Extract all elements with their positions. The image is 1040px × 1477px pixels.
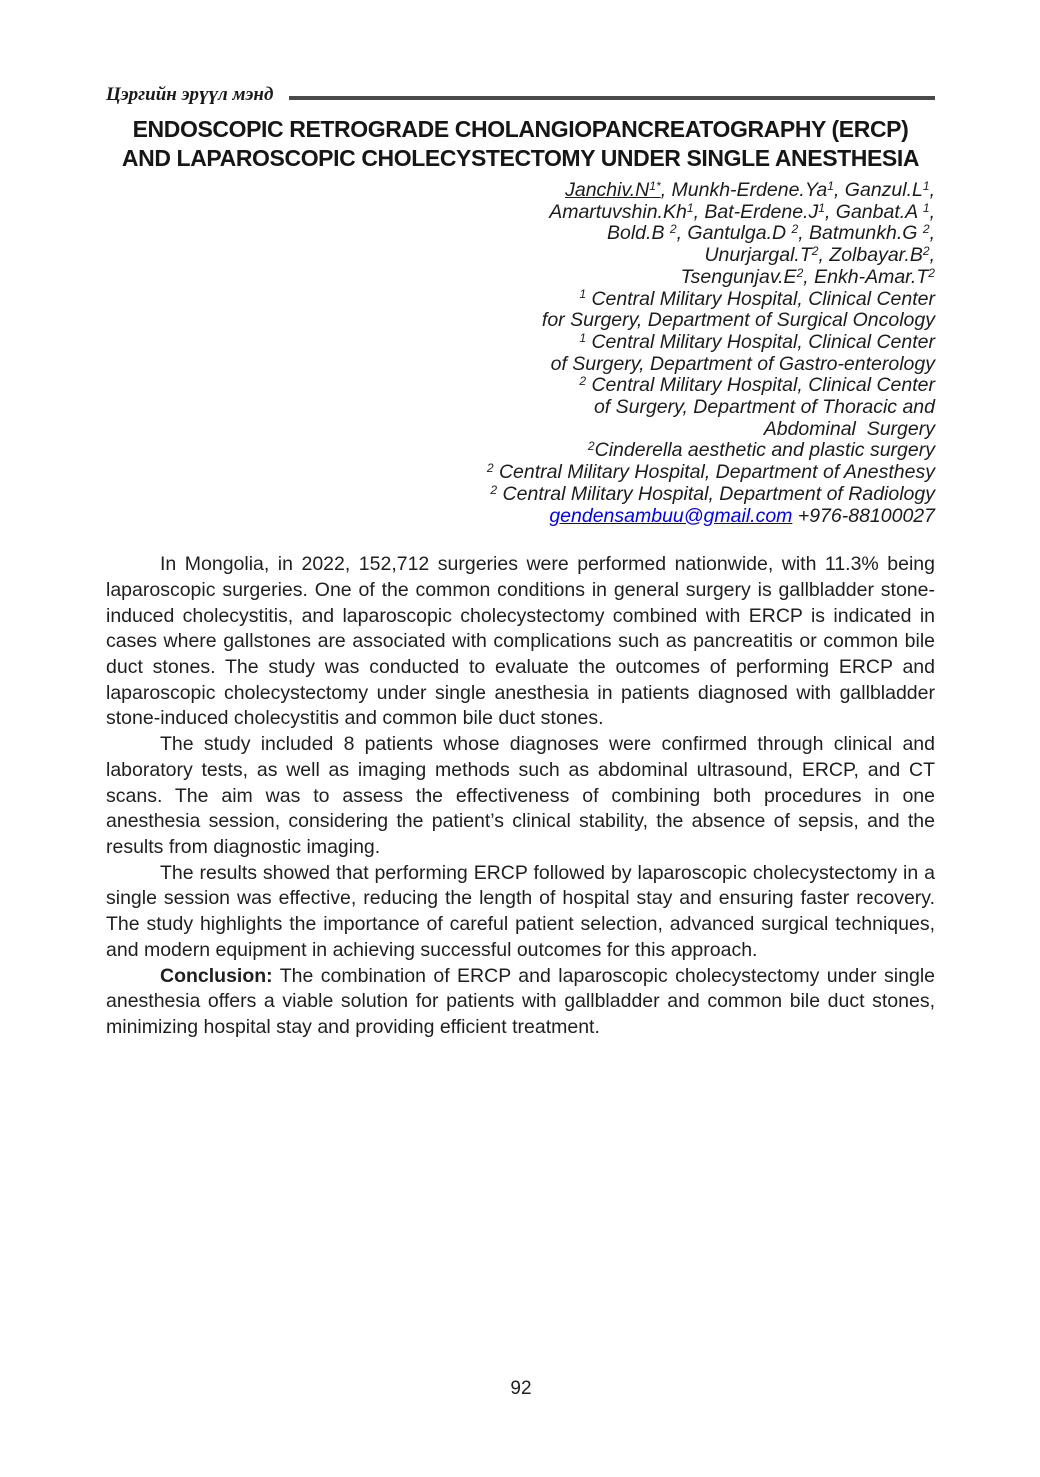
text-segment: 2 — [486, 461, 494, 476]
text-segment: 1 — [579, 287, 587, 302]
article-title-line2: AND LAPAROSCOPIC CHOLECYSTECTOMY UNDER SINGLE ANESTHESIA — [121, 144, 920, 171]
text-segment: The results showed that performing ERCP followed by laparoscopic cholecystectomy in a single session was effective, reducing the length of hospital stay and ensuring faster recovery. The study highlights the importance of careful patient selection, advanced surgical techniques, and modern equipment in achieving successful outcomes for this approach. — [106, 861, 935, 961]
article-title-line1: ENDOSCOPIC RETROGRADE CHOLANGIOPANCREATOGRAPHY (ERCP) — [132, 116, 909, 142]
affiliation-line — [106, 397, 935, 419]
text-segment: 2 — [796, 265, 804, 280]
text-segment: Amartuvshin.Kh — [549, 200, 687, 223]
affiliation-list — [106, 289, 935, 506]
text-segment: , Bat-Erdene.J — [693, 200, 819, 223]
text-segment: 2 — [811, 244, 819, 259]
text-segment: Central Military Hospital, Clinical Center — [586, 287, 935, 310]
text-segment: The study included 8 patients whose diagnoses were confirmed through clinical and laboratory tests, as well as imaging methods such as abdominal ultrasound, ERCP, and CT scans. The aim was to assess the effectiveness of combining both procedures in one anesthesia session, considering the patient’s clinical stability, the absence of sepsis, and the results from diagnostic imaging. — [106, 733, 935, 858]
abstract-paragraph — [106, 552, 935, 732]
text-segment: , Batmunkh.G — [798, 222, 923, 245]
affiliation-line — [106, 419, 935, 441]
text-segment: 1 — [922, 200, 930, 215]
text-segment: 2 — [791, 222, 799, 237]
text-segment: , — [929, 222, 935, 245]
text-segment: , Enkh-Amar.T — [803, 265, 929, 288]
journal-header — [106, 84, 935, 106]
text-segment: 2 — [928, 265, 935, 280]
text-segment: Bold.B — [607, 222, 670, 245]
text-segment: Central Military Hospital, Department of Radiology — [497, 482, 935, 505]
text-segment: Central Military Hospital, Clinical Center — [586, 330, 935, 353]
phone-number: +976-88100027 — [792, 504, 935, 527]
journal-title: Цэргийн эрүүл мэнд — [106, 84, 274, 105]
contact-row — [106, 506, 935, 528]
text-segment: 1* — [649, 178, 661, 193]
abstract-paragraph — [106, 861, 935, 964]
text-segment: 2 — [922, 244, 930, 259]
text-segment: of Surgery, Department of Gastro-enterology — [550, 352, 935, 375]
author-line — [106, 180, 935, 202]
abstract-paragraph — [106, 732, 935, 861]
author-line — [106, 267, 935, 289]
author-line — [106, 202, 935, 224]
text-segment: 2 — [579, 374, 587, 389]
text-segment: Cinderella aesthetic and plastic surgery — [594, 439, 935, 462]
abstract — [106, 552, 935, 1040]
text-segment: , — [929, 179, 935, 201]
text-segment: 1 — [922, 178, 930, 193]
text-segment: 1 — [579, 330, 587, 345]
author-list — [106, 180, 935, 289]
text-segment: , Gantulga.D — [676, 222, 792, 245]
author-line — [106, 245, 935, 267]
affiliation-line — [106, 484, 935, 506]
contact-line — [106, 506, 935, 528]
affiliation-line — [106, 440, 935, 462]
text-segment: In Mongolia, in 2022, 152,712 surgeries were performed nationwide, with 11.3% being laparoscopic surgeries. One of the common conditions in general surgery is gallbladder stone-induced cholecystitis, and laparoscopic cholecystectomy combined with ERCP is indicated in cases where gallstones are associated with complications such as pancreatitis or common bile duct stones. The study was conducted to evaluate the outcomes of performing ERCP and laparoscopic cholecystectomy under single anesthesia in patients diagnosed with gallbladder stone-induced cholecystitis and common bile duct stones. — [106, 553, 935, 730]
affiliation-line — [106, 375, 935, 397]
affiliation-line — [106, 332, 935, 354]
text-segment: Tsengunjav.E — [680, 265, 797, 288]
text-segment: 2 — [587, 439, 595, 454]
article-title — [62, 115, 979, 172]
text-segment: Central Military Hospital, Department of Anesthesy — [493, 461, 935, 484]
text-segment: 2 — [922, 222, 930, 237]
text-segment: , Munkh-Erdene.Ya — [660, 179, 828, 201]
affiliation-line — [106, 354, 935, 376]
page-number: 92 — [510, 1378, 532, 1399]
text-segment: 1 — [818, 200, 825, 215]
text-segment: 1 — [686, 200, 694, 215]
text-segment: Janchiv.N — [565, 179, 650, 201]
text-segment: , — [929, 200, 935, 223]
text-segment: 2 — [669, 222, 677, 237]
text-segment: , Ganbat.A — [824, 200, 923, 223]
affiliation-line — [106, 289, 935, 311]
text-segment: for Surgery, Department of Surgical Oncology — [541, 309, 935, 332]
email-link[interactable]: gendensambuu@gmail.com — [549, 504, 793, 527]
abstract-paragraph — [106, 964, 935, 1041]
header-rule — [289, 96, 935, 100]
text-segment: 2 — [490, 482, 498, 497]
text-segment: Central Military Hospital, Clinical Center — [586, 374, 935, 397]
affiliation-line — [106, 310, 935, 332]
author-line — [106, 223, 935, 245]
text-segment: Unurjargal.T — [704, 244, 812, 267]
text-segment: Conclusion: — [160, 964, 273, 987]
byline-block — [106, 180, 935, 527]
text-segment: , — [929, 244, 935, 267]
text-segment: The combination of ERCP and laparoscopic cholecystectomy under single anesthesia offers a viable solution for patients with gallbladder and common bile duct stones, minimizing hospital stay and providing efficient treatment. — [106, 964, 935, 1038]
affiliation-line — [106, 462, 935, 484]
text-segment: Abdominal Surgery — [763, 417, 935, 440]
text-segment: , Ganzul.L — [833, 179, 923, 201]
text-segment: 1 — [827, 178, 834, 193]
text-segment: , Zolbayar.B — [818, 244, 923, 267]
text-segment: of Surgery, Department of Thoracic and — [593, 396, 935, 419]
